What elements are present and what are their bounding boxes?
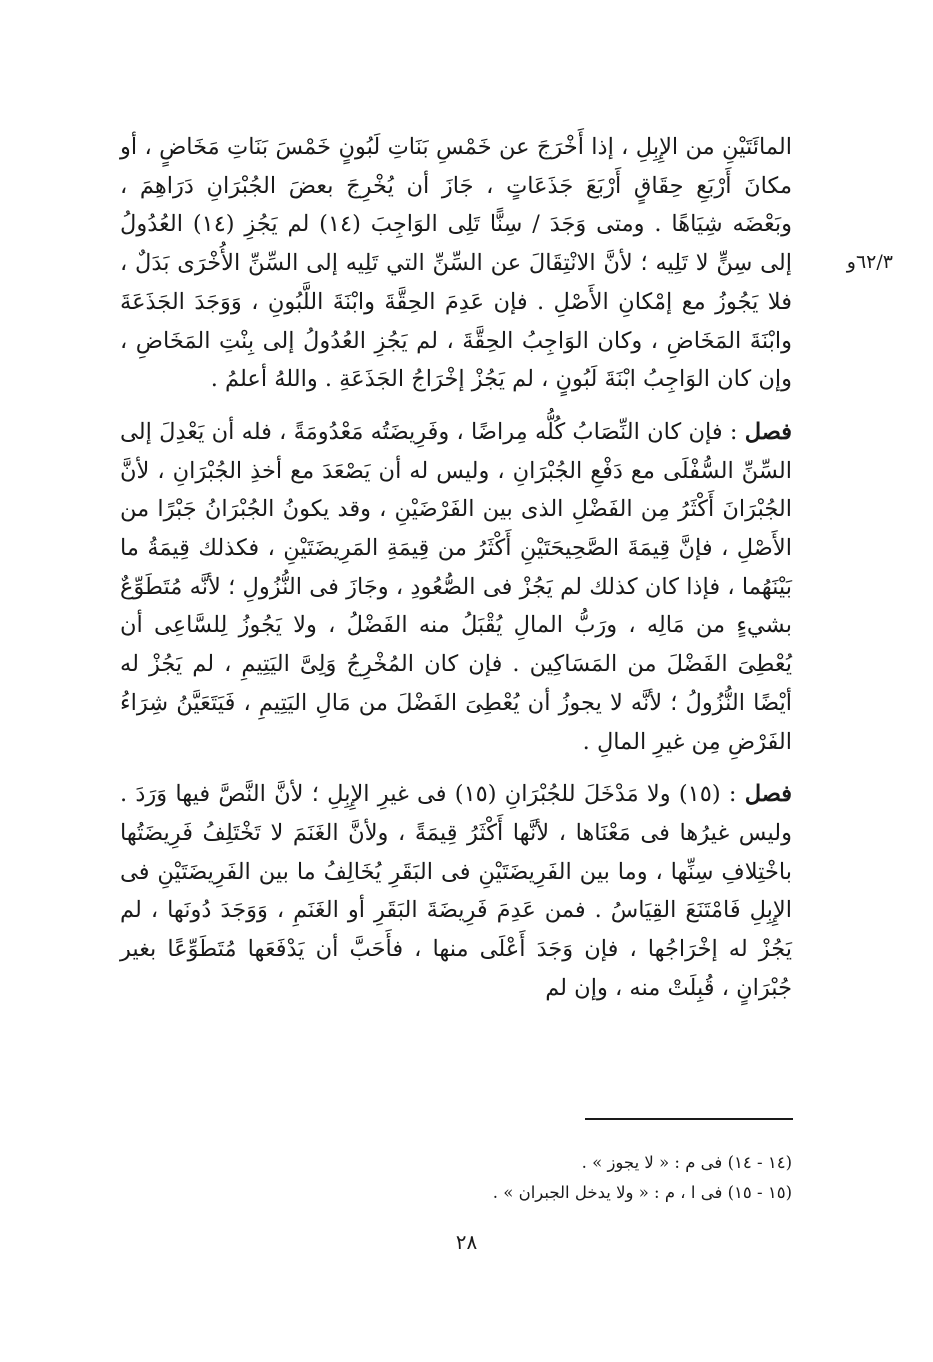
footnote-divider (585, 1118, 793, 1120)
paragraph-1 (120, 128, 792, 399)
footnotes (120, 1148, 792, 1208)
margin-folio-note: ٦٢/٣و (846, 251, 893, 273)
page-number: ٢٨ (455, 1230, 478, 1254)
paragraph-2 (120, 413, 792, 761)
section-heading-fasl-1: فصل (744, 418, 792, 445)
paragraph-3-text: : (١٥) ولا مَدْخَلَ للجُبْرَانِ (١٥) فى غيرِ الإِبِلِ ؛ لأنَّ النَّصَّ فيها وَرَدَ . وليس غيرُها فى مَعْنَاها ، لأنَّها أَكْثَرُ قِيمَةً ، ولأنَّ الغَنَمَ لا تَخْتَلِفُ فَرِيضَتُها باخْتِلافِ سِنِّها ، وما بين الفَرِيضَتَيْنِ فى البَقَرِ يُخَالِفُ ما بين الفَرِيضَتَيْنِ فى الإِبِلِ فَامْتَنَعَ القِيَاسُ . فمن عَدِمَ فَرِيضَةَ البَقَرِ أو الغَنَمِ ، وَوَجَدَ دُونَها ، لم يَجُزْ له إخْرَاجُها ، فإن وَجَدَ أَعْلَى منها ، فأَحَبَّ أن يَدْفَعَها مُتَطَوِّعًا بغير جُبْرَانٍ ، قُبِلَتْ منه ، وإن لم (120, 781, 792, 1001)
paragraph-2-text: : فإن كان النِّصَابُ كُلُّه مِراضًا ، وفَرِيضَتُه مَعْدُومَةً ، فله أن يَعْدِلَ إلى السِّنِّ السُّفْلَى مع دَفْعِ الجُبْرَانِ ، وليس له أن يَصْعَدَ مع أخذِ الجُبْرَانِ ، لأنَّ الجُبْرَانَ أَكْثَرُ مِن الفَضْلِ الذى بين الفَرْضَيْنِ ، وقد يكونُ الجُبْرَانُ جَبْرًا من الأَصْلِ ، فإنَّ قِيمَةَ الصَّحِيحَتَيْنِ أَكْثَرُ من قِيمَةِ المَرِيضَتَيْنِ ، فكذلك قِيمَةُ ما بَيْنَهُما ، فإذا كان كذلك لم يَجُزْ فى الصُّعُودِ ، وجَازَ فى النُّزُولِ ؛ لأنَّه مُتَطَوِّعٌ بشيءٍ من مَالِه ، ورَبُّ المالِ يُقْبَلُ منه الفَضْلُ ، ولا يَجُوزُ لِلسَّاعِى أن يُعْطِىَ الفَضْلَ من المَسَاكِين . فإن كان المُخْرِجُ وَلِىَّ اليَتِيمِ ، لم يَجُزْ له أيْضًا النُّزُولُ ؛ لأنَّه لا يجوزُ أن يُعْطِىَ الفَضْلَ من مَالِ اليَتِيمِ ، فَيَتَعَيَّنُ شِرَاءُ الفَرْضِ مِن غيرِ المالِ . (120, 418, 792, 755)
main-text (120, 128, 792, 1007)
paragraph-1-text: المائَتَيْنِ من الإِبِلِ ، إذا أَخْرَجَ عن خَمْسِ بَنَاتِ لَبُونٍ خَمْسَ بَنَاتِ مَخَاضٍ ، أو مكانَ أَرْبَعِ حِقَاقٍ أَرْبَعَ جَذَعَاتٍ ، جَازَ أن يُخْرِجَ بعضَ الجُبْرَانِ دَرَاهِمَ ، وبَعْضَه شِيَاهًا . ومتى وَجَدَ / سِنًّا تَلِى الوَاجِبَ (١٤) لم يَجُزِ (١٤) العُدُولُ إلى سِنٍّ لا تَلِيه ؛ لأنَّ الانْتِقَالَ عن السِّنِّ التي تَلِيه إلى السِّنِّ الأُخْرَى بَدَلٌ ، فلا يَجُوزُ مع إمْكانِ الأَصْلِ . فإن عَدِمَ الحِقَّةَ وابْنَةَ اللَّبُونِ ، وَوَجَدَ الجَذَعَةَ وابْنَةَ المَخَاضِ ، وكان الوَاجِبُ الحِقَّةَ ، لم يَجُزِ العُدُولُ إلى بِنْتِ المَخَاضِ ، وإن كان الوَاجِبُ ابْنَةَ لَبُونٍ ، لم يَجُزْ إخْرَاجُ الجَذَعَةِ . واللهُ أعلمُ . (120, 134, 793, 393)
footnote-15: (١٥ - ١٥) فى ا ، م : « ولا يدخل الجبران » . (492, 1183, 792, 1202)
section-heading-fasl-2: فصل (744, 781, 793, 808)
footnote-14: (١٤ - ١٤) فى م : « لا يجوز » . (581, 1153, 792, 1172)
paragraph-3 (120, 775, 792, 1007)
